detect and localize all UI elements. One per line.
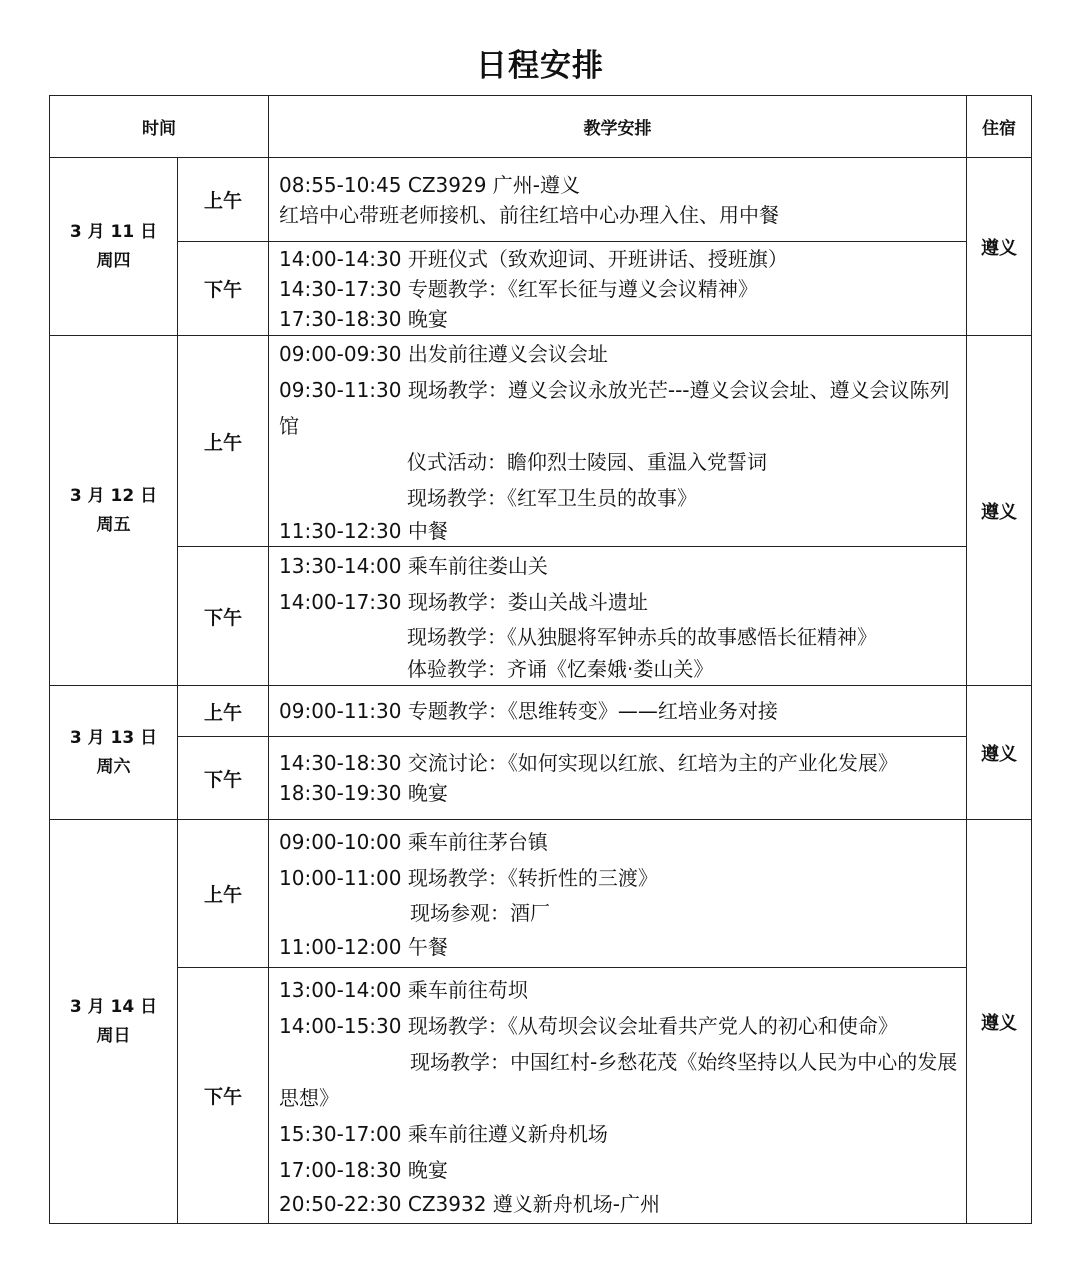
- schedule-line: 17:00-18:30 晚宴: [279, 1157, 448, 1182]
- schedule-line: 14:00-15:30 现场教学：《从苟坝会议会址看共产党人的初心和使命》: [279, 1013, 898, 1038]
- schedule-line: 14:30-17:30 专题教学：《红军长征与遵义会议精神》: [279, 276, 758, 301]
- schedule-cell: [269, 968, 967, 1224]
- table-header-row: [50, 96, 1032, 158]
- schedule-line: 09:00-09:30 出发前往遵义会议会址: [279, 342, 608, 366]
- period-label: 下午: [178, 547, 269, 686]
- period-label: 下午: [178, 242, 269, 336]
- schedule-cell: [269, 158, 967, 242]
- schedule-line: 11:30-12:30 中餐: [279, 519, 448, 543]
- weekday-text: 周六: [96, 756, 131, 777]
- weekday-text: 周四: [96, 250, 131, 271]
- lodging-cell: 遵义: [967, 336, 1032, 686]
- schedule-line: 09:00-10:00 乘车前往茅台镇: [279, 829, 548, 854]
- date-cell: [50, 686, 178, 820]
- period-label: 上午: [178, 820, 269, 968]
- header-time: 时间: [50, 96, 269, 158]
- date-text: 3 月 13 日: [69, 727, 158, 748]
- lodging-cell: 遵义: [967, 820, 1032, 1224]
- schedule-line: 体验教学：齐诵《忆秦娥·娄山关》: [407, 657, 714, 681]
- schedule-line: 仪式活动：瞻仰烈士陵园、重温入党誓词: [407, 450, 767, 474]
- day-row: [50, 547, 1032, 686]
- period-label: 下午: [178, 968, 269, 1224]
- schedule-cell: [269, 737, 967, 820]
- schedule-line: 现场参观：酒厂: [410, 900, 550, 925]
- lodging-cell: 遵义: [967, 686, 1032, 820]
- date-cell: [50, 820, 178, 1224]
- schedule-line: 现场教学：《红军卫生员的故事》: [407, 486, 697, 510]
- schedule-cell: [269, 686, 967, 737]
- header-lodging: 住宿: [967, 96, 1032, 158]
- period-label: 上午: [178, 686, 269, 737]
- lodging-cell: 遵义: [967, 158, 1032, 336]
- schedule-cell: [269, 547, 967, 686]
- weekday-text: 周日: [96, 1025, 131, 1046]
- schedule-line: 现场教学：中国红村-乡愁花茂《始终坚持以人民为中心的发展思想》: [279, 1049, 958, 1110]
- schedule-line: 15:30-17:00 乘车前往遵义新舟机场: [279, 1121, 608, 1146]
- day-row: [50, 737, 1032, 820]
- page-title: 日程安排: [476, 48, 604, 84]
- schedule-line: 09:00-11:30 专题教学：《思维转变》——红培业务对接: [279, 699, 778, 723]
- date-cell: [50, 336, 178, 686]
- schedule-line: 红培中心带班老师接机、前往红培中心办理入住、用中餐: [279, 202, 779, 227]
- schedule-cell: [269, 242, 967, 336]
- schedule-line: 08:55-10:45 CZ3929 广州-遵义: [279, 172, 580, 197]
- period-label: 上午: [178, 336, 269, 547]
- schedule-table: [49, 95, 1032, 1224]
- schedule-line: 18:30-19:30 晚宴: [279, 781, 448, 805]
- period-label: 上午: [178, 158, 269, 242]
- date-text: 3 月 12 日: [69, 485, 158, 506]
- schedule-cell: [269, 336, 967, 547]
- day-row: [50, 968, 1032, 1224]
- date-text: 3 月 11 日: [69, 221, 158, 242]
- header-teaching: 教学安排: [269, 96, 967, 158]
- schedule-line: 14:30-18:30 交流讨论：《如何实现以红旅、红培为主的产业化发展》: [279, 751, 898, 775]
- schedule-line: 11:00-12:00 午餐: [279, 934, 448, 959]
- schedule-line: 13:30-14:00 乘车前往娄山关: [279, 554, 548, 578]
- schedule-line: 13:00-14:00 乘车前往苟坝: [279, 977, 528, 1002]
- day-row: [50, 820, 1032, 968]
- schedule-line: 20:50-22:30 CZ3932 遵义新舟机场-广州: [279, 1191, 660, 1216]
- period-label: 下午: [178, 737, 269, 820]
- schedule-line: 14:00-17:30 现场教学：娄山关战斗遗址: [279, 590, 648, 614]
- schedule-line: 14:00-14:30 开班仪式（致欢迎词、开班讲话、授班旗）: [279, 246, 788, 271]
- day-row: [50, 336, 1032, 547]
- schedule-line: 09:30-11:30 现场教学：遵义会议永放光芒---遵义会议会址、遵义会议陈列馆: [279, 378, 950, 438]
- day-row: [50, 242, 1032, 336]
- day-row: [50, 158, 1032, 242]
- schedule-line: 17:30-18:30 晚宴: [279, 306, 448, 331]
- day-row: [50, 686, 1032, 737]
- schedule-line: 10:00-11:00 现场教学：《转折性的三渡》: [279, 865, 658, 890]
- weekday-text: 周五: [96, 514, 131, 535]
- date-text: 3 月 14 日: [69, 996, 158, 1017]
- schedule-line: 现场教学：《从独腿将军钟赤兵的故事感悟长征精神》: [407, 625, 877, 649]
- schedule-cell: [269, 820, 967, 968]
- date-cell: [50, 158, 178, 336]
